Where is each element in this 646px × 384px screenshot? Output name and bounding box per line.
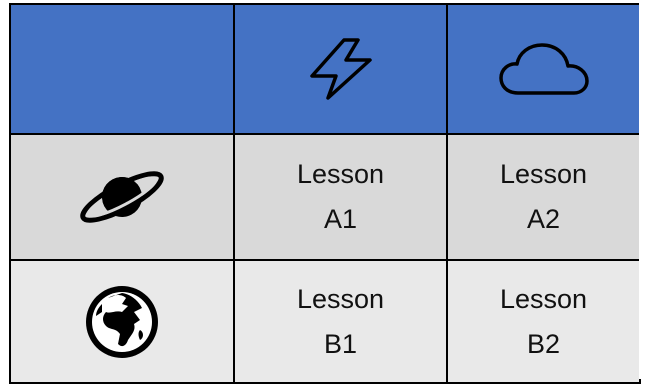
lesson-cell-line2: A2 — [526, 204, 561, 234]
row-header-cell-globe — [10, 260, 234, 383]
planet-saturn-icon — [11, 164, 233, 230]
lesson-cell-b1[interactable] — [234, 260, 447, 383]
lesson-cell-line2: B2 — [526, 328, 561, 359]
lesson-cell-a2[interactable] — [447, 134, 640, 260]
lesson-grid-table — [9, 3, 641, 384]
table-row-b — [10, 260, 640, 383]
right-crop-edge — [639, 0, 646, 379]
lesson-cell-line1: Lesson — [499, 283, 588, 314]
lesson-cell-a1[interactable] — [234, 134, 447, 260]
header-row — [10, 4, 640, 134]
lesson-cell-line1: Lesson — [499, 159, 588, 189]
cloud-icon — [448, 41, 639, 97]
header-corner-cell — [10, 4, 234, 134]
header-cell-cloud — [447, 4, 640, 134]
lesson-cell-line1: Lesson — [296, 159, 385, 189]
globe-africa-icon — [11, 282, 233, 362]
lightning-bolt-icon — [235, 36, 446, 102]
lesson-cell-line2: B1 — [323, 328, 358, 359]
row-header-cell-planet — [10, 134, 234, 260]
lesson-cell-line2: A1 — [323, 204, 358, 234]
header-cell-lightning — [234, 4, 447, 134]
lesson-cell-b2[interactable] — [447, 260, 640, 383]
table-row-a — [10, 134, 640, 260]
lesson-cell-line1: Lesson — [296, 283, 385, 314]
